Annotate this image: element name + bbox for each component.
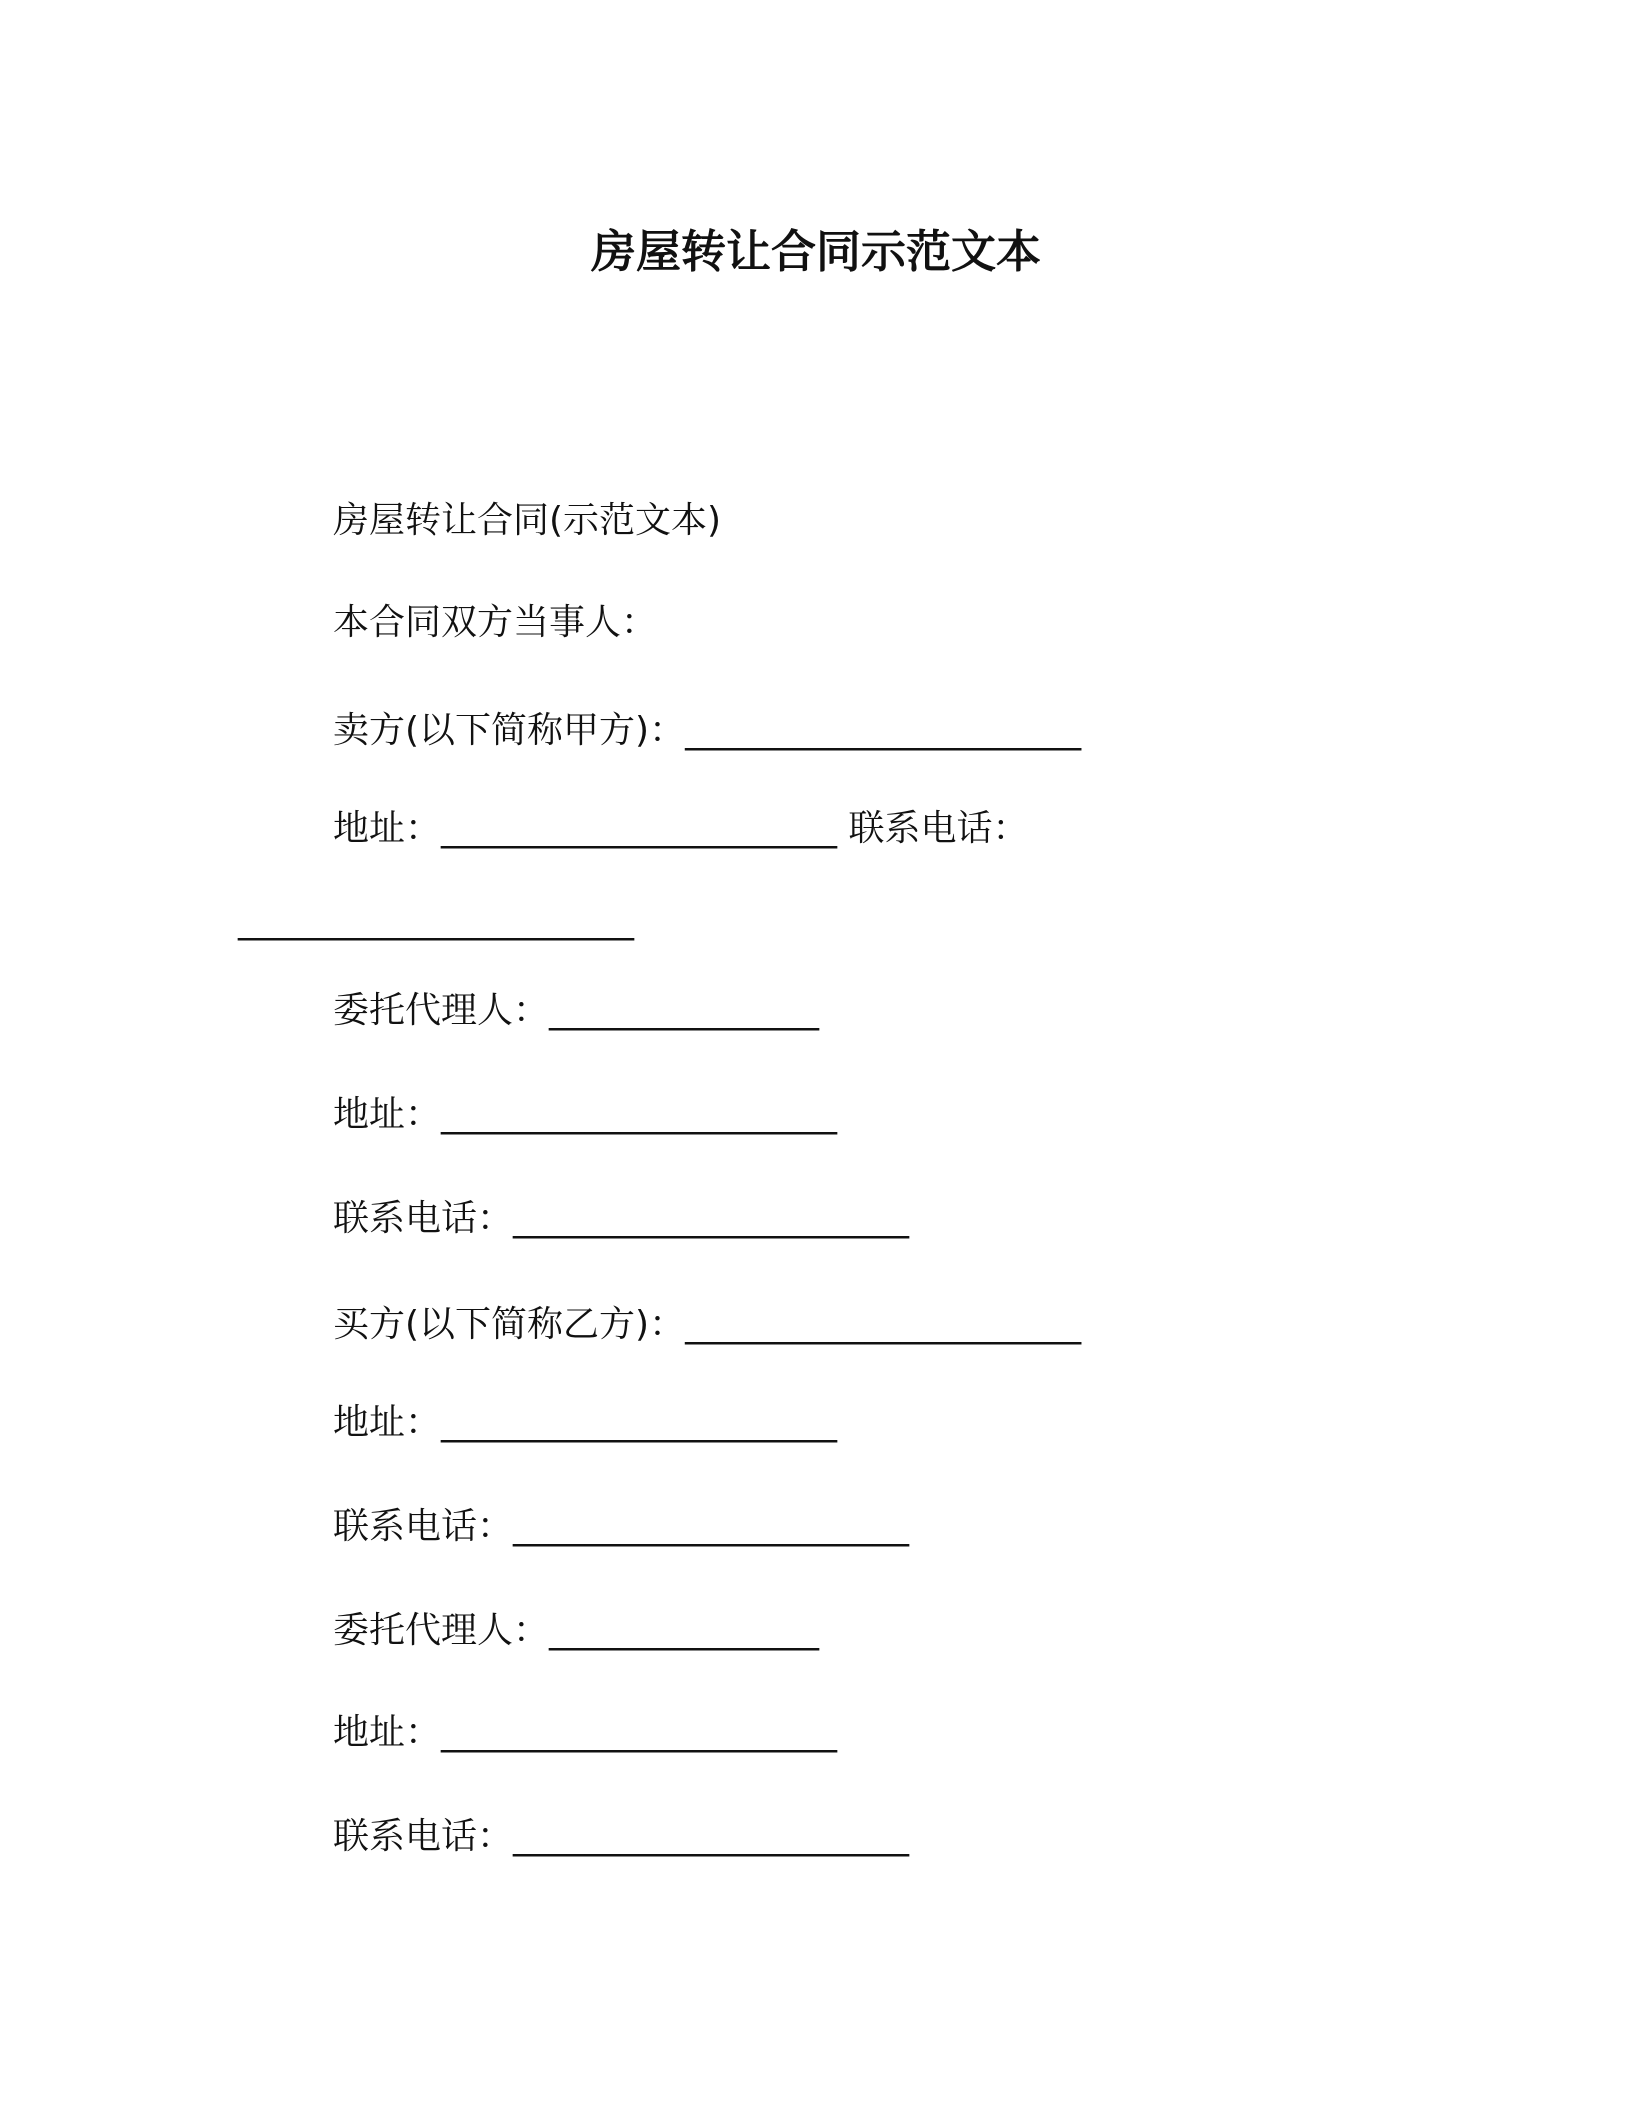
contract-subtitle: 房屋转让合同(示范文本) (333, 500, 722, 541)
buyer-name-field: 买方(以下简称乙方)：______________________ (333, 1304, 1082, 1345)
seller-name-field: 卖方(以下简称甲方)：______________________ (333, 710, 1082, 751)
buyer-phone-field: 联系电话：______________________ (333, 1506, 910, 1547)
seller-agent-phone-field: 联系电话：______________________ (333, 1198, 910, 1239)
seller-phone-blank: ______________________ (238, 900, 634, 941)
document-title: 房屋转让合同示范文本 (590, 225, 1041, 278)
parties-heading: 本合同双方当事人： (333, 602, 658, 643)
buyer-agent-phone-field: 联系电话：______________________ (333, 1816, 910, 1857)
seller-agent-field: 委托代理人：_______________ (333, 990, 820, 1031)
seller-address-phone-field: 地址：______________________ 联系电话： (333, 808, 1029, 849)
buyer-agent-address-field: 地址：______________________ (333, 1712, 838, 1753)
seller-agent-address-field: 地址：______________________ (333, 1094, 838, 1135)
buyer-address-field: 地址：______________________ (333, 1402, 838, 1443)
buyer-agent-field: 委托代理人：_______________ (333, 1610, 820, 1651)
